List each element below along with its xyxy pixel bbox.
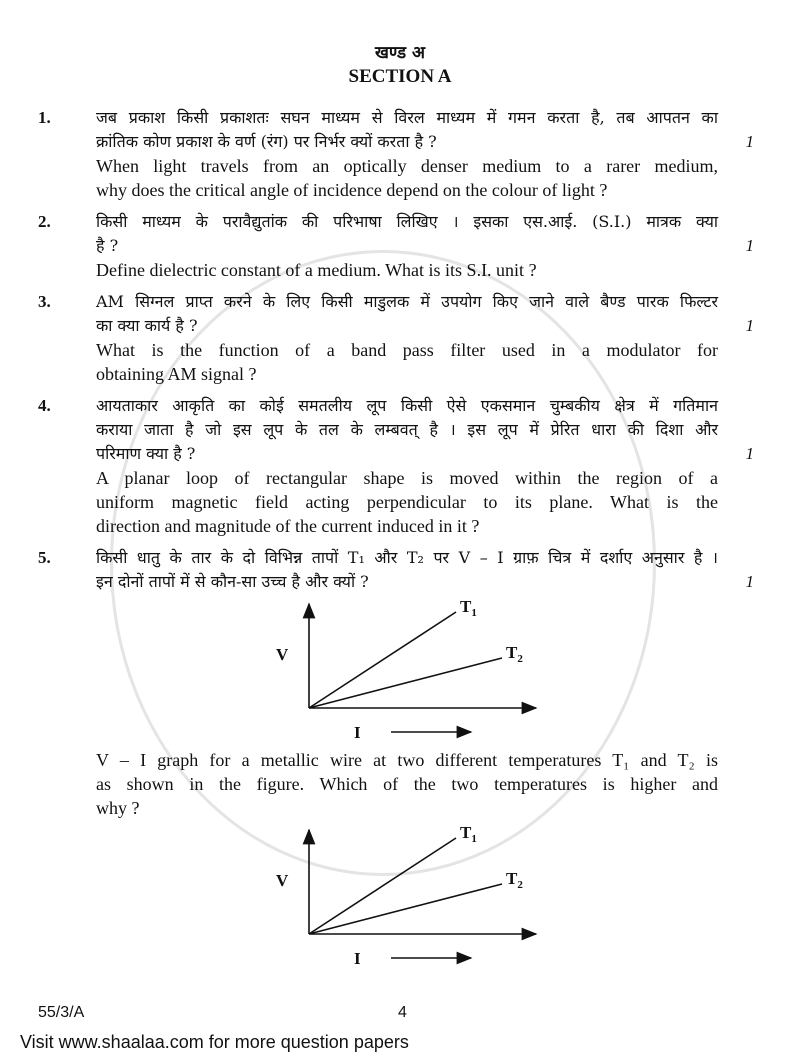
question-english (96, 154, 718, 202)
question-hindi (96, 290, 754, 338)
question-text-english: When light travels from an optically denser medium to a rarer medium, (96, 156, 718, 176)
question-text-english: V – I graph for a metallic wire at two different temperatures T₁ and T₂ is (96, 750, 718, 770)
question-text-english: direction and magnitude of the current induced in it ? (96, 516, 480, 536)
question-text-hindi: इन दोनों तापों में से कौन-सा उच्च है और क्यों ? (96, 572, 369, 591)
line-t2 (309, 884, 502, 934)
question-text-english: obtaining AM signal ? (96, 364, 257, 384)
question (38, 210, 754, 282)
page-number: 4 (398, 1004, 407, 1021)
question (38, 106, 754, 202)
section-title: SECTION A (348, 66, 452, 87)
question-text-english: Define dielectric constant of a medium. What is its S.I. unit ? (96, 260, 537, 280)
question-hindi (96, 546, 754, 594)
question-number: 3. (38, 292, 51, 311)
v-axis-label: V (276, 645, 289, 664)
question-marks: 1 (745, 572, 754, 591)
question-marks: 1 (745, 316, 754, 335)
vi-graph (96, 822, 718, 972)
question-text-hindi: किसी माध्यम के परावैद्युतांक की परिभाषा लिखिए । इसका एस.आई. (S.I.) मात्रक क्या (96, 212, 718, 231)
section-title-hindi: खण्ड अ (375, 43, 425, 63)
question-hindi (96, 106, 754, 154)
question-text-hindi: AM सिग्नल प्राप्त करने के लिए किसी माडुलक में उपयोग किए जाने वाले बैण्ड पारक फिल्टर (96, 292, 718, 311)
question-text-english: A planar loop of rectangular shape is moved within the region of a (96, 468, 718, 488)
question (38, 546, 754, 972)
question-text-hindi: है ? (96, 236, 119, 255)
question-english (96, 466, 718, 538)
question-text-hindi: क्रांतिक कोण प्रकाश के वर्ण (रंग) पर निर्भर क्यों करता है ? (96, 132, 437, 151)
line-t1 (309, 838, 456, 934)
t2-label: $T_2$ (506, 643, 523, 665)
questions-column (38, 106, 754, 980)
paper-code: 55/3/A (38, 1004, 85, 1021)
t2-label: $T_2$ (506, 869, 523, 891)
question (38, 290, 754, 386)
question (38, 394, 754, 538)
line-t2 (309, 658, 502, 708)
v-axis-label: V (276, 871, 289, 890)
question-text-english: as shown in the figure. Which of the two temperatures is higher and (96, 774, 718, 794)
vi-graph (96, 596, 718, 746)
question-text-english: uniform magnetic field acting perpendicular to its plane. What is the (96, 492, 718, 512)
question-english (96, 258, 718, 282)
question-number: 2. (38, 212, 51, 231)
question-marks: 1 (745, 444, 754, 463)
footer-visit-link[interactable]: Visit www.shaalaa.com for more question papers (20, 1032, 409, 1052)
question-number: 1. (38, 108, 51, 127)
t1-label: $T_1$ (460, 597, 477, 619)
t1-label: $T_1$ (460, 823, 477, 845)
question-hindi (96, 394, 754, 466)
question-text-hindi: का क्या कार्य है ? (96, 316, 198, 335)
question-number: 4. (38, 396, 51, 415)
i-axis-label: I (354, 723, 361, 742)
question-text-hindi: जब प्रकाश किसी प्रकाशतः सघन माध्यम से विरल माध्यम में गमन करता है, तब आपतन का (96, 108, 718, 127)
question-english (96, 338, 718, 386)
question-text-english: What is the function of a band pass filter used in a modulator for (96, 340, 718, 360)
question-text-hindi: परिमाण क्या है ? (96, 444, 196, 463)
question-text-hindi: कराया जाता है जो इस लूप के तल के लम्बवत् है । इस लूप में प्रेरित धारा की दिशा और (96, 420, 718, 439)
question-text-hindi: किसी धातु के तार के दो विभिन्न तापों T₁ और T₂ पर V – I ग्राफ़ चित्र में दर्शाए अनुसार है । (96, 548, 718, 567)
question-hindi (96, 210, 754, 258)
question-text-hindi: आयताकार आकृति का कोई समतलीय लूप किसी ऐसे एकसमान चुम्बकीय क्षेत्र में गतिमान (96, 396, 718, 415)
i-axis-label: I (354, 949, 361, 968)
question-marks: 1 (745, 236, 754, 255)
question-text-english: why ? (96, 798, 140, 818)
question-text-english: why does the critical angle of incidence depend on the colour of light ? (96, 180, 608, 200)
question-marks: 1 (745, 132, 754, 151)
question-number: 5. (38, 548, 51, 567)
line-t1 (309, 612, 456, 708)
question-english (96, 748, 718, 820)
